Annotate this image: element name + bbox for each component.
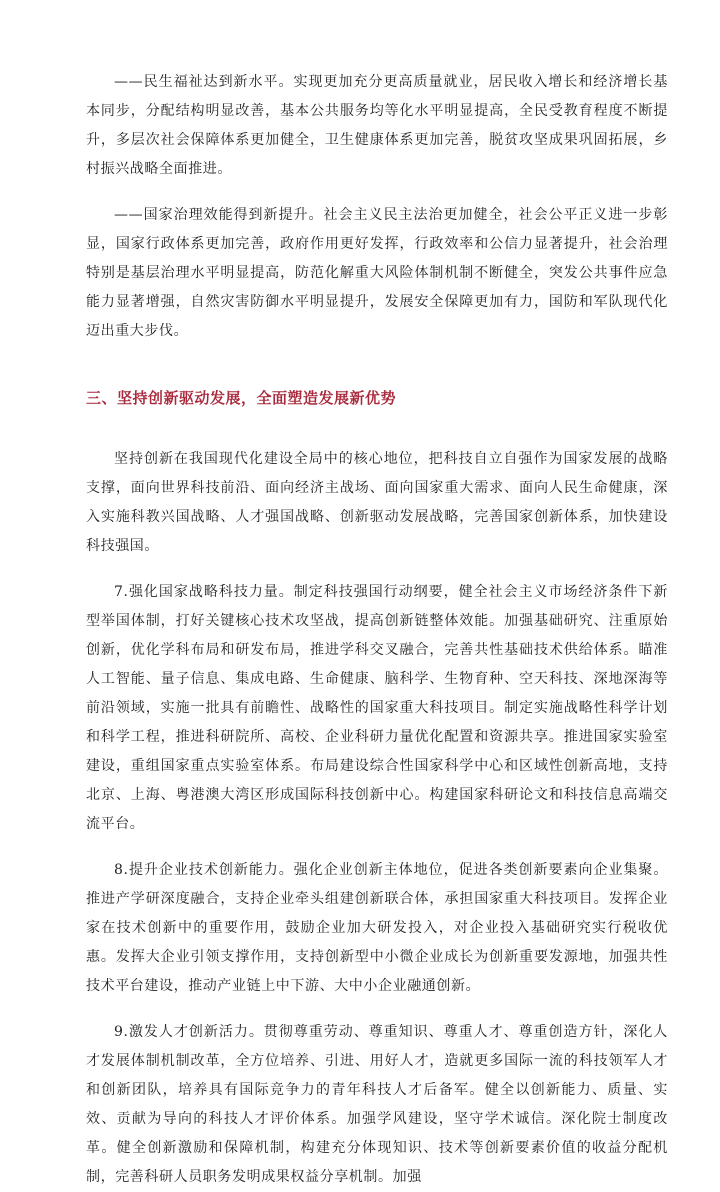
section-heading: 三、坚持创新驱动发展，全面塑造发展新优势	[86, 389, 397, 407]
paragraph-item-7: 7.强化国家战略科技力量。制定科技强国行动纲要，健全社会主义市场经济条件下新型举国体制，打好关键核心技术攻坚战，提高创新链整体效能。加强基础研究、注重原始创新，优化学科布局和研发布局，推进学科交叉融合，完善共性基础技术供给体系。瞄准人工智能、量子信息、集成电路、生命健康、脑科学、生物育种、空天科技、深地深海等前沿领域，实施一批具有前瞻性、战略性的国家重大科技项目。制定实施战略性科学计划和科学工程，推进科研院所、高校、企业科研力量优化配置和资源共享。推进国家实验室建设，重组国家重点实验室体系。布局建设综合性国家科学中心和区域性创新高地，支持北京、上海、粤港澳大湾区形成国际科技创新中心。构建国家科研论文和科技信息高端交流平台。	[86, 584, 668, 832]
paragraph-governance: ——国家治理效能得到新提升。社会主义民主法治更加健全，社会公平正义进一步彰显，国家行政体系更加完善，政府作用更好发挥，行政效率和公信力显著提升，社会治理特别是基层治理水平明显提高，防范化解重大风险体制机制不断健全，突发公共事件应急能力显著增强，自然灾害防御水平明显提升，发展安全保障更加有力，国防和军队现代化迈出重大步伐。	[86, 207, 668, 339]
paragraph-livelihood: ——民生福祉达到新水平。实现更加充分更高质量就业，居民收入增长和经济增长基本同步，分配结构明显改善，基本公共服务均等化水平明显提高，全民受教育程度不断提升，多层次社会保障体系更加健全，卫生健康体系更加完善，脱贫攻坚成果巩固拓展，乡村振兴战略全面推进。	[86, 74, 668, 177]
paragraph-item-8: 8.提升企业技术创新能力。强化企业创新主体地位，促进各类创新要素向企业集聚。推进产学研深度融合，支持企业牵头组建创新联合体，承担国家重大科技项目。发挥企业家在技术创新中的重要作用，鼓励企业加大研发投入，对企业投入基础研究实行税收优惠。发挥大企业引领支撑作用，支持创新型中小微企业成长为创新重要发源地，加强共性技术平台建设，推动产业链上中下游、大中小企业融通创新。	[86, 862, 668, 994]
paragraph-innovation-intro: 坚持创新在我国现代化建设全局中的核心地位，把科技自立自强作为国家发展的战略支撑，面向世界科技前沿、面向经济主战场、面向国家重大需求、面向人民生命健康，深入实施科教兴国战略、人才强国战略、创新驱动发展战略，完善国家创新体系，加快建设科技强国。	[86, 451, 668, 554]
paragraph-item-9: 9.激发人才创新活力。贯彻尊重劳动、尊重知识、尊重人才、尊重创造方针，深化人才发展体制机制改革，全方位培养、引进、用好人才，造就更多国际一流的科技领军人才和创新团队，培养具有国际竞争力的青年科技人才后备军。健全以创新能力、质量、实效、贡献为导向的科技人才评价体系。加强学风建设，坚守学术诚信。深化院士制度改革。健全创新激励和保障机制，构建充分体现知识、技术等创新要素价值的收益分配机制，完善科研人员职务发明成果权益分享机制。加强	[86, 1024, 668, 1185]
